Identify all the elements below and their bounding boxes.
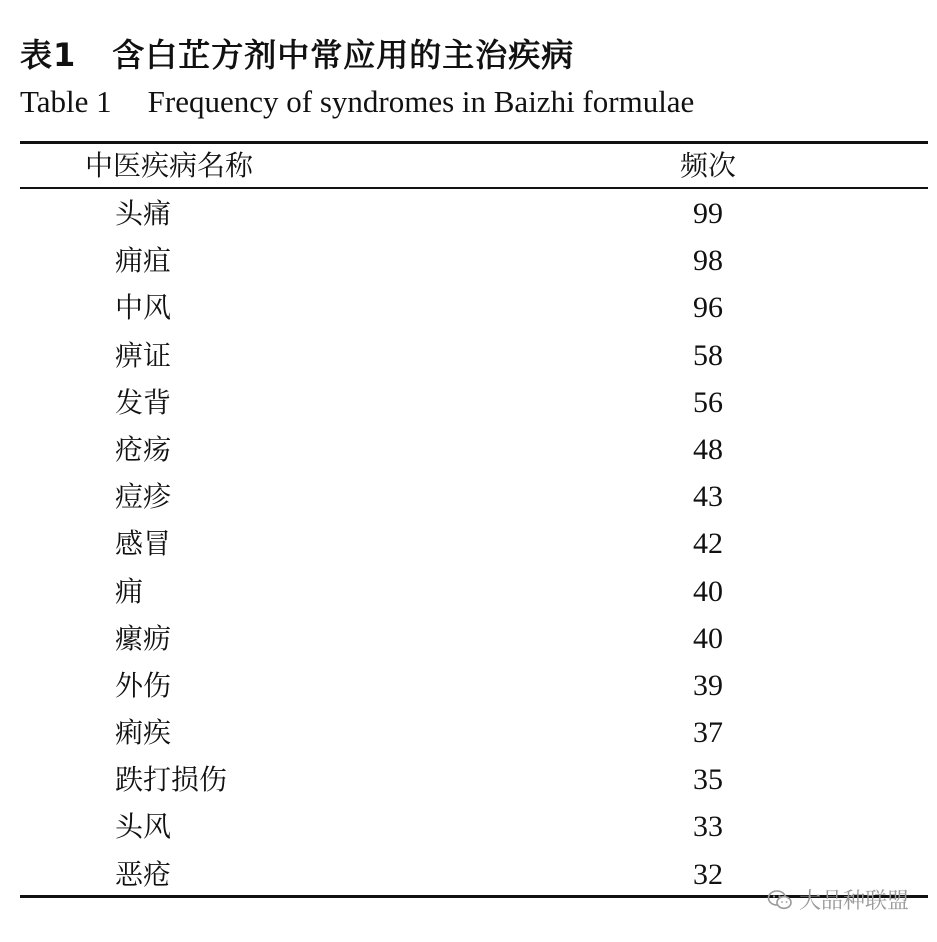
disease-name-cell: 痢疾 [115,716,172,750]
table-row [0,804,937,851]
disease-name-cell: 发背 [115,385,172,419]
disease-name-cell: 头痛 [115,197,172,230]
disease-name-cell: 恶疮 [115,857,172,891]
table-row [0,663,937,710]
watermark-text: 大品种联盟 [798,889,909,914]
caption-title-cn: 含白芷方剂中常应用的主治疾病 [112,36,575,74]
disease-name-cell: 中风 [115,291,172,325]
frequency-cell: 39 [693,668,723,702]
disease-name-cell: 瘰疬 [115,621,172,655]
frequency-cell: 40 [693,621,723,655]
table-row [0,757,937,804]
table-row [0,616,937,663]
table-row [0,521,937,568]
table-caption-cn [20,30,574,76]
frequency-cell: 40 [693,574,723,608]
frequency-cell: 43 [693,480,723,514]
frequency-cell: 35 [693,763,723,797]
disease-name-cell: 外伤 [115,668,172,702]
frequency-cell: 33 [693,810,723,844]
table-body [0,191,937,899]
caption-number-en: Table 1 [20,84,112,119]
table-caption-en [20,84,694,120]
table-row [0,474,937,521]
table-row [0,285,937,332]
table-row [0,238,937,285]
disease-name-cell: 感冒 [115,527,172,561]
table-row [0,710,937,757]
wechat-icon [767,889,793,911]
header-frequency: 频次 [679,149,737,182]
disease-name-cell: 跌打损伤 [115,763,228,797]
frequency-cell: 37 [693,716,723,750]
frequency-cell: 96 [693,291,723,325]
table-row [0,569,937,616]
table-row [0,191,937,238]
frequency-cell: 42 [693,527,723,561]
table-row [0,333,937,380]
frequency-cell: 58 [693,338,723,372]
caption-title-en: Frequency of syndromes in Baizhi formulae [147,84,695,119]
watermark [767,884,909,915]
disease-name-cell: 头风 [115,810,172,844]
frequency-cell: 99 [693,197,723,230]
table-header-rule [20,187,928,189]
table-top-rule [20,141,928,144]
table-row [0,380,937,427]
caption-number-cn: 表1 [20,36,77,74]
disease-name-cell: 痈疽 [115,244,172,278]
disease-name-cell: 痘疹 [115,480,172,514]
frequency-cell: 32 [693,857,723,891]
frequency-cell: 98 [693,244,723,278]
disease-name-cell: 疮疡 [115,432,172,466]
table-row [0,427,937,474]
disease-name-cell: 痹证 [115,338,172,372]
frequency-cell: 48 [693,432,723,466]
disease-name-cell: 痈 [115,574,144,608]
header-disease-name: 中医疾病名称 [85,149,254,182]
frequency-cell: 56 [693,385,723,419]
